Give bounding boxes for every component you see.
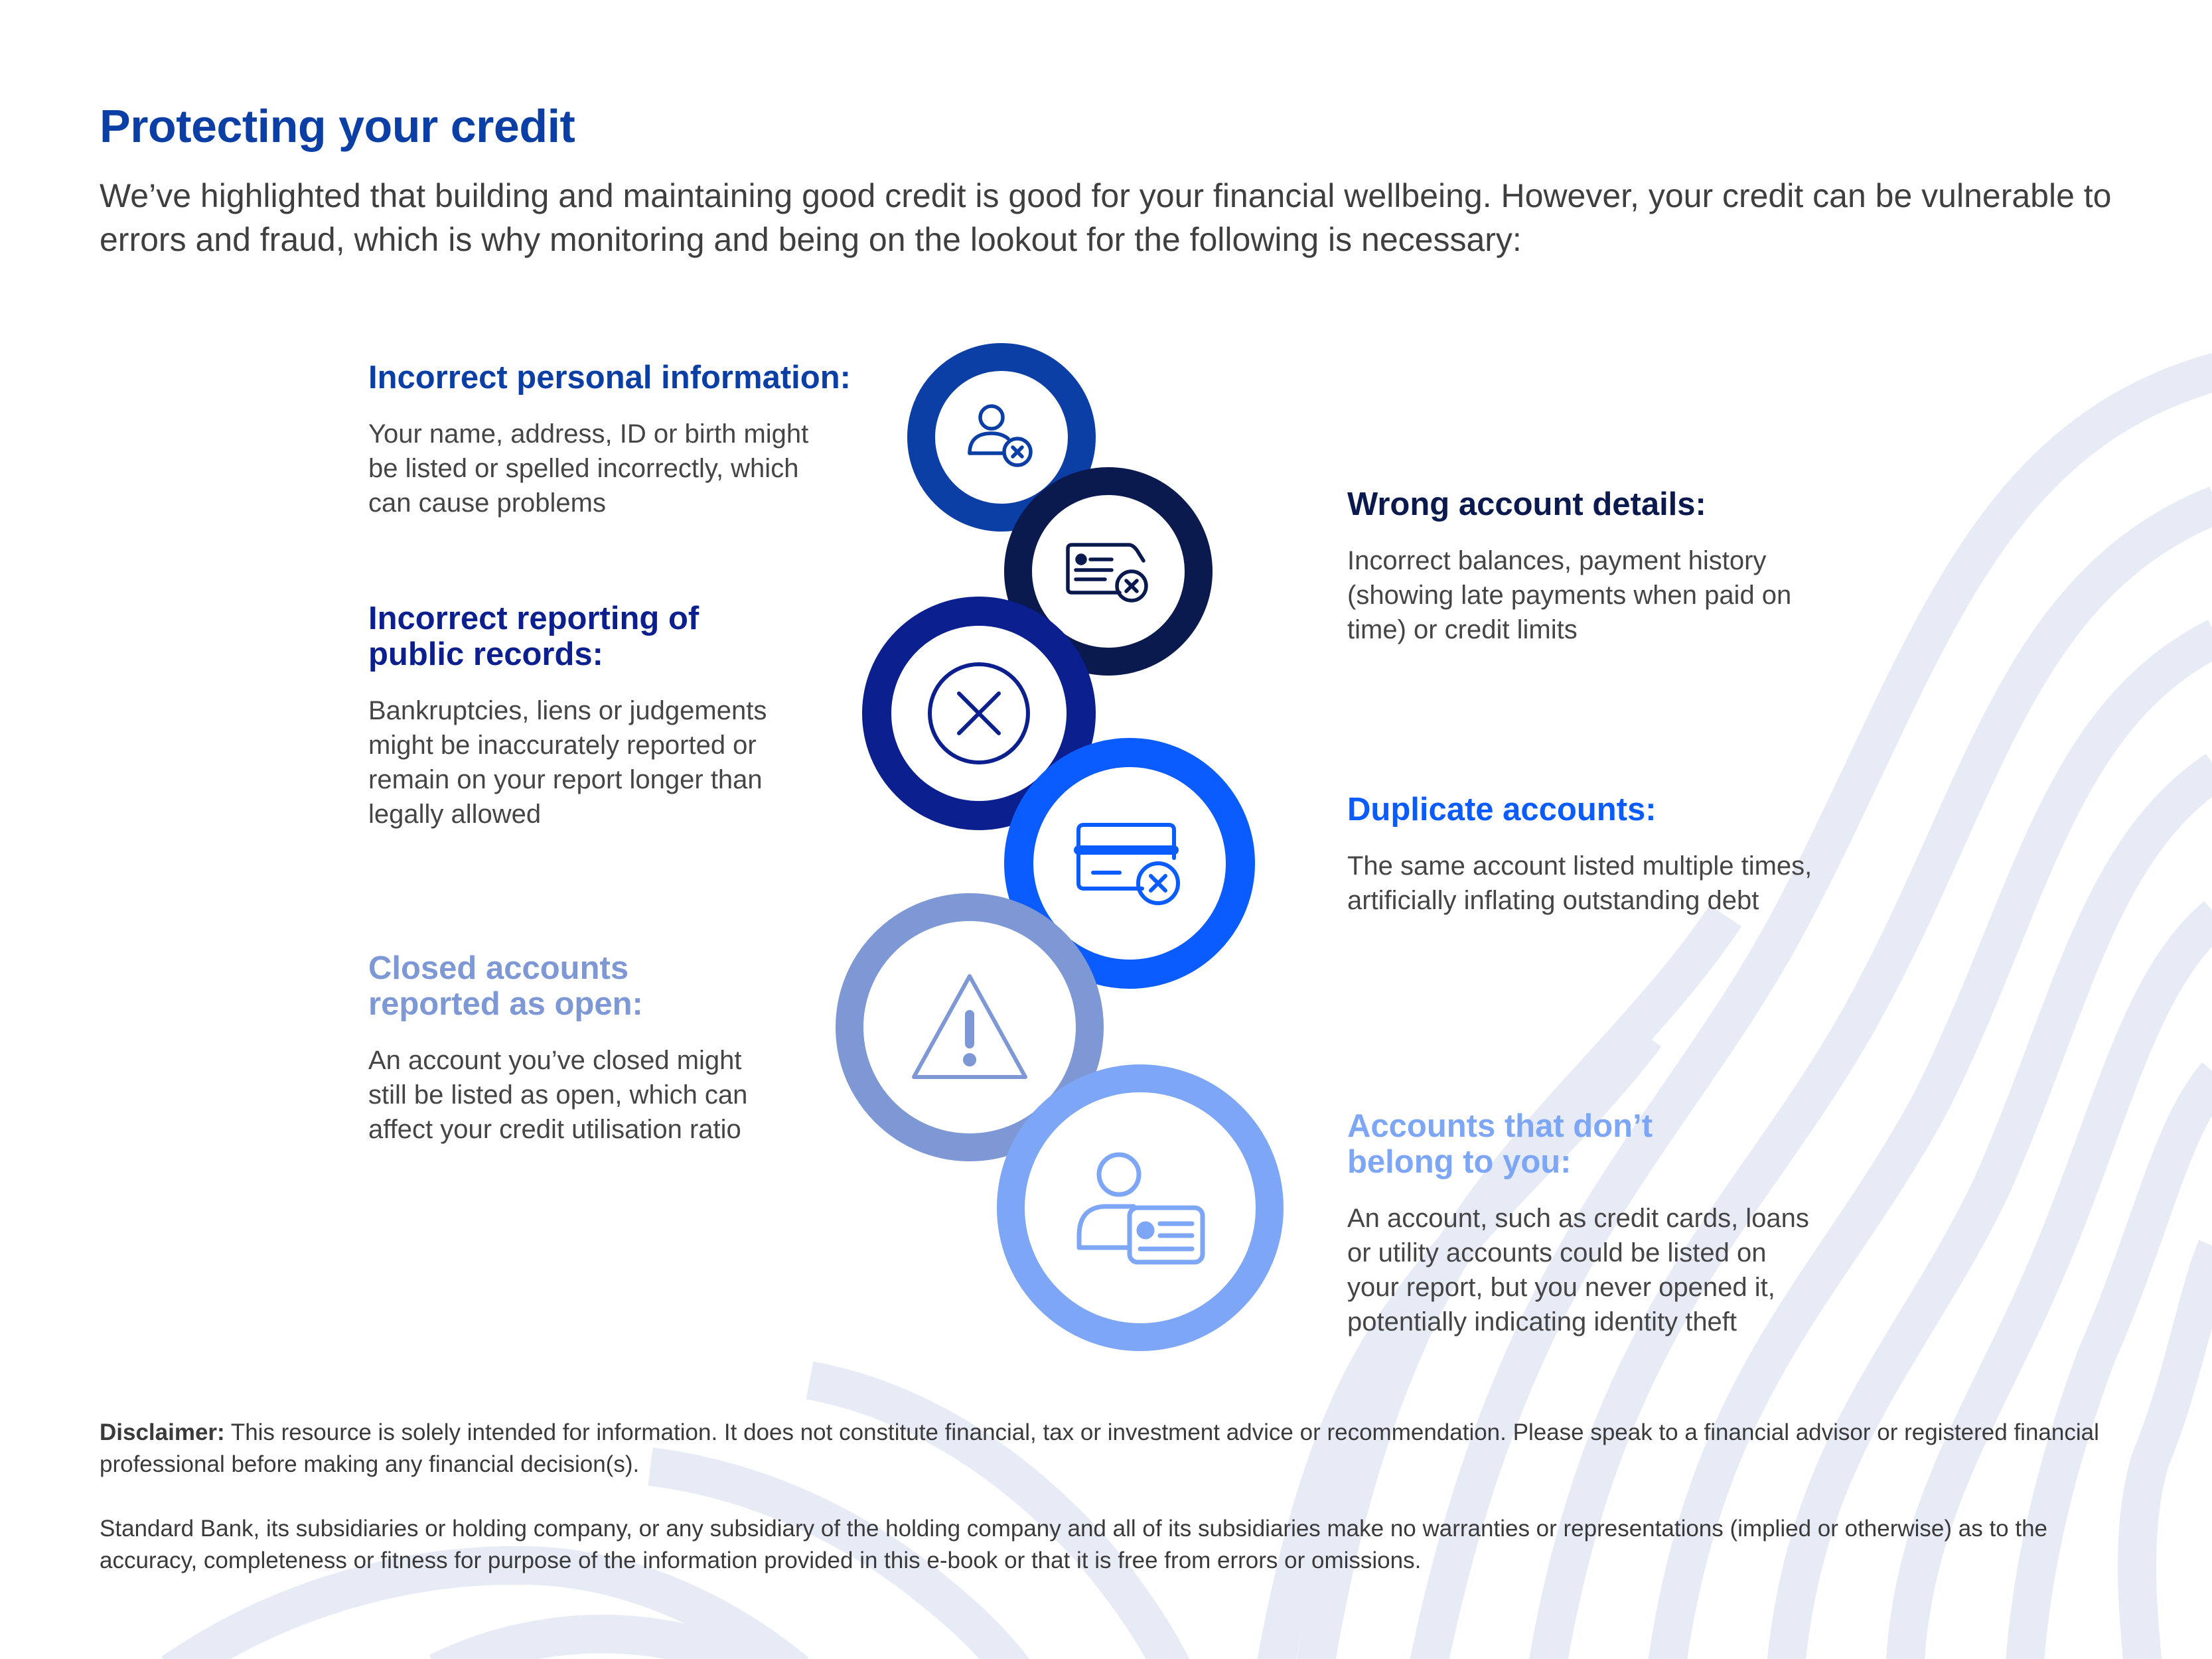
item-body: An account, such as credit cards, loans or utility accounts could be listed on your report, but you never opened it, potentially indicating identity theft <box>1347 1204 1809 1336</box>
warning-triangle-icon <box>910 971 1029 1084</box>
item-title: Duplicate accounts: <box>1347 792 1657 828</box>
intro-paragraph: We’ve highlighted that building and maintaining good credit is good for your financial wellbeing. However, your credit can be vulnerable to errors and fraud, which is why monitoring and being on the lookout for the following is necessary: <box>100 177 2112 258</box>
user-x-icon <box>962 397 1041 477</box>
credit-card-x-icon <box>1073 817 1186 910</box>
item-title: Wrong account details: <box>1347 486 1706 522</box>
item-title: Accounts that don’t belong to you: <box>1347 1108 1653 1180</box>
item-title: Closed accounts reported as open: <box>368 950 643 1022</box>
item-wrong-account-details <box>1347 486 1878 647</box>
item-title: Incorrect personal information: <box>368 360 851 396</box>
item-incorrect-reporting-public-records <box>368 601 873 831</box>
item-duplicate-accounts <box>1347 792 1891 918</box>
item-body: Your name, address, ID or birth might be listed or spelled incorrectly, which can cause problems <box>368 419 809 518</box>
disclaimer-label: Disclaimer: <box>100 1419 225 1445</box>
item-body: Incorrect balances, payment history (showing late payments when paid on time) or credit limits <box>1347 546 1792 644</box>
item-body: Bankruptcies, liens or judgements might be inaccurately reported or remain on your report longer than legally allowed <box>368 696 767 829</box>
disclaimer <box>100 1417 2104 1480</box>
icon-circle-person-id-card <box>997 1064 1284 1351</box>
person-id-card-icon <box>1074 1148 1207 1267</box>
id-card-x-icon <box>1064 532 1153 611</box>
item-body: The same account listed multiple times, artificially inflating outstanding debt <box>1347 851 1812 915</box>
disclaimer-text: This resource is solely intended for information. It does not constitute financial, tax or investment advice or recommendation. Please speak to a financial advisor or registered financial professional before making any financial decision(s). <box>100 1419 2099 1477</box>
page-title: Protecting your credit <box>100 100 575 152</box>
circle-x-icon <box>926 660 1032 766</box>
legal-notice: Standard Bank, its subsidiaries or holding company, or any subsidiary of the holding company and all of its subsidiaries make no warranties or representations (implied or otherwise) as to the accuracy, completeness or fitness for purpose of the information provided in this e-book or that it is free from errors or omissions. <box>100 1516 2048 1573</box>
item-title: Incorrect reporting of public records: <box>368 601 700 672</box>
item-incorrect-personal-information <box>368 360 873 520</box>
item-body: An account you’ve closed might still be listed as open, which can affect your credit utilisation ratio <box>368 1046 748 1144</box>
item-accounts-not-yours <box>1347 1108 1891 1339</box>
item-closed-accounts-reported-open <box>368 950 873 1147</box>
